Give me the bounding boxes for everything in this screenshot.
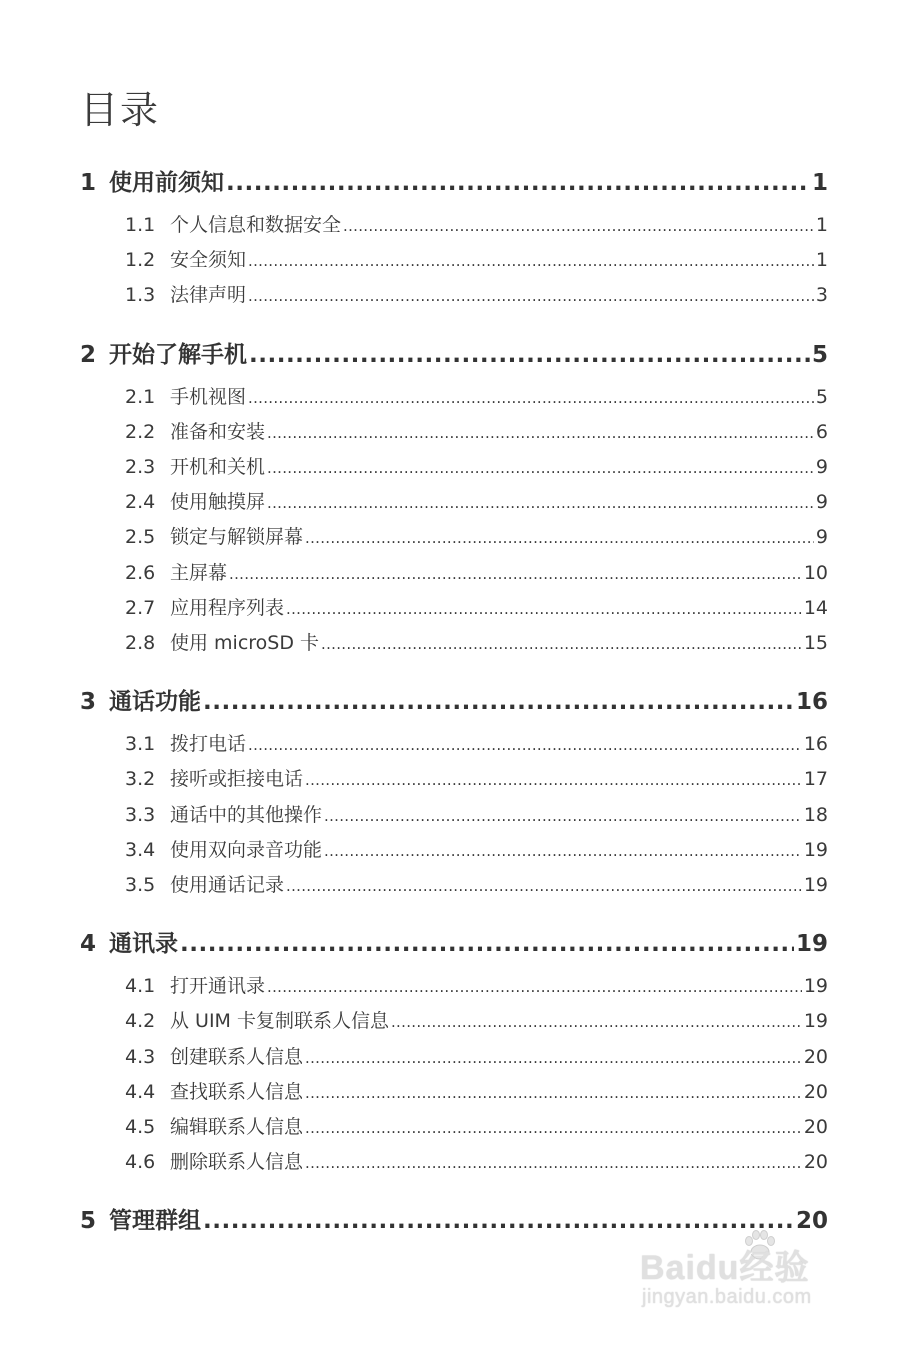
toc-entry-page-number: 1 (815, 214, 828, 236)
toc-entry-title: 通讯录 (109, 931, 178, 958)
toc-entry-page-number: 5 (811, 341, 828, 368)
toc-entry-title: 使用通话记录 (170, 874, 285, 896)
toc-entry-page-number: 18 (803, 803, 828, 826)
toc-entry-number: 1.3 (125, 284, 156, 307)
toc-entry-title: 编辑联系人信息 (170, 1116, 304, 1138)
toc-dot-leader (180, 927, 794, 961)
toc-entry-title: 法律声明 (170, 284, 247, 307)
toc-chapter-entry[interactable] (80, 685, 828, 719)
toc-entry-number: 2.6 (125, 561, 156, 584)
toc-entry-number: 1 (80, 170, 97, 196)
toc-entry-page-number: 1 (815, 249, 828, 272)
toc-entry-number: 1.1 (125, 214, 156, 236)
toc-entry-page-number: 19 (803, 1010, 828, 1033)
toc-section-entry[interactable] (125, 522, 828, 552)
toc-section-entry[interactable] (125, 1077, 828, 1107)
toc-dot-leader (286, 594, 802, 623)
toc-dot-leader (305, 1043, 802, 1072)
toc-dot-leader (324, 801, 802, 830)
toc-entry-page-number: 6 (815, 420, 828, 443)
toc-entry-page-number: 1 (811, 170, 828, 196)
toc-entry-title: 通话功能 (109, 689, 201, 716)
page-title: 目录 (80, 88, 161, 132)
watermark-url: jingyan.baidu.com (642, 1286, 812, 1308)
toc-entry-page-number: 19 (803, 975, 828, 998)
toc-chapter-entry[interactable] (80, 338, 828, 372)
toc-entry-number: 3.3 (125, 803, 156, 826)
toc-chapter-entry[interactable] (80, 1204, 828, 1238)
toc-entry-title: 拨打电话 (170, 733, 247, 756)
toc-entry-number: 4.5 (125, 1116, 156, 1138)
toc-dot-leader (248, 281, 814, 310)
toc-entry-page-number: 20 (803, 1080, 828, 1103)
toc-entry-page-number: 20 (795, 1208, 828, 1235)
toc-entry-number: 2.4 (125, 491, 156, 514)
toc-section-entry[interactable] (125, 245, 828, 275)
toc-dot-leader (203, 685, 794, 719)
toc-dot-leader (267, 418, 814, 447)
toc-dot-leader (203, 1204, 794, 1238)
toc-entry-page-number: 20 (803, 1116, 828, 1138)
toc-entry-title: 查找联系人信息 (170, 1080, 304, 1103)
toc-section-entry[interactable] (125, 1147, 828, 1177)
toc-section-entry[interactable] (125, 835, 828, 865)
toc-section-entry[interactable] (125, 280, 828, 310)
toc-dot-leader (286, 871, 802, 900)
toc-dot-leader (249, 338, 810, 372)
toc-section-entry[interactable] (125, 417, 828, 447)
toc-dot-leader (305, 523, 814, 552)
toc-entry-title: 从 UIM 卡复制联系人信息 (170, 1010, 389, 1033)
toc-section-entry[interactable] (125, 1112, 828, 1142)
toc-section-entry[interactable] (125, 729, 828, 759)
toc-entry-title: 接听或拒接电话 (170, 768, 304, 791)
toc-entry-number: 2.7 (125, 596, 156, 619)
toc-dot-leader (305, 765, 802, 794)
toc-entry-page-number: 10 (803, 561, 828, 584)
toc-section-entry[interactable] (125, 452, 828, 482)
toc-entry-title: 使用双向录音功能 (170, 838, 323, 861)
toc-entry-number: 3.5 (125, 874, 156, 896)
toc-entry-number: 4.6 (125, 1151, 156, 1174)
toc-entry-number: 3.1 (125, 733, 156, 756)
toc-entry-title: 安全须知 (170, 249, 247, 272)
toc-dot-leader (305, 1113, 802, 1142)
toc-dot-leader (343, 211, 814, 240)
toc-entry-title: 应用程序列表 (170, 596, 285, 619)
toc-entry-page-number: 9 (815, 526, 828, 549)
toc-dot-leader (248, 383, 814, 412)
toc-section-entry[interactable] (125, 971, 828, 1001)
toc-entry-number: 3 (80, 689, 97, 716)
toc-entry-number: 4.4 (125, 1080, 156, 1103)
toc-entry-number: 2.2 (125, 420, 156, 443)
toc-entry-page-number: 15 (803, 632, 828, 654)
toc-entry-title: 使用 microSD 卡 (170, 632, 320, 654)
toc-section-entry[interactable] (125, 764, 828, 794)
toc-entry-title: 个人信息和数据安全 (170, 214, 342, 236)
toc-entry-number: 4.2 (125, 1010, 156, 1033)
toc-section-entry[interactable] (125, 800, 828, 830)
watermark-logo: Baidu经验 (640, 1249, 810, 1287)
toc-section-entry[interactable] (125, 487, 828, 517)
toc-chapter-entry[interactable] (80, 927, 828, 961)
toc-chapter-entry[interactable] (80, 166, 828, 200)
toc-entry-title: 使用触摸屏 (170, 491, 266, 514)
toc-entry-page-number: 17 (803, 768, 828, 791)
toc-section-entry[interactable] (125, 870, 828, 900)
toc-dot-leader (248, 246, 814, 275)
toc-entry-page-number: 9 (815, 491, 828, 514)
toc-entry-title: 准备和安装 (170, 420, 266, 443)
toc-entry-number: 3.2 (125, 768, 156, 791)
toc-entry-number: 1.2 (125, 249, 156, 272)
toc-entry-page-number: 3 (815, 284, 828, 307)
toc-entry-number: 2 (80, 341, 97, 368)
toc-entry-number: 2.1 (125, 385, 156, 408)
toc-entry-number: 2.3 (125, 456, 156, 478)
toc-entry-page-number: 19 (803, 838, 828, 861)
toc-dot-leader (305, 1078, 802, 1107)
toc-entry-page-number: 19 (803, 874, 828, 896)
toc-section-entry[interactable] (125, 628, 828, 658)
toc-entry-page-number: 14 (803, 596, 828, 619)
toc-entry-title: 打开通讯录 (170, 975, 266, 998)
toc-entry-title: 通话中的其他操作 (170, 803, 323, 826)
toc-dot-leader (305, 1148, 802, 1177)
toc-entry-title: 使用前须知 (109, 170, 224, 196)
toc-entry-title: 创建联系人信息 (170, 1045, 304, 1068)
toc-entry-title: 锁定与解锁屏幕 (170, 526, 304, 549)
toc-section-entry[interactable] (125, 1042, 828, 1072)
toc-entry-number: 2.8 (125, 632, 156, 654)
toc-entry-title: 管理群组 (109, 1208, 201, 1235)
toc-entry-number: 4.1 (125, 975, 156, 998)
toc-section-entry[interactable] (125, 558, 828, 588)
toc-entry-number: 4 (80, 931, 97, 958)
toc-entry-page-number: 5 (815, 385, 828, 408)
toc-entry-page-number: 16 (803, 733, 828, 756)
toc-entry-page-number: 19 (795, 931, 828, 958)
toc-entry-page-number: 20 (803, 1045, 828, 1068)
toc-entry-page-number: 20 (803, 1151, 828, 1174)
toc-entry-number: 3.4 (125, 838, 156, 861)
toc-entry-title: 手机视图 (170, 385, 247, 408)
toc-section-entry[interactable] (125, 382, 828, 412)
toc-entry-title: 主屏幕 (170, 561, 228, 584)
toc-section-entry[interactable] (125, 593, 828, 623)
toc-dot-leader (321, 629, 802, 658)
toc-section-entry[interactable] (125, 210, 828, 240)
toc-dot-leader (267, 488, 814, 517)
toc-entry-page-number: 9 (815, 456, 828, 478)
toc-entry-title: 开始了解手机 (109, 341, 247, 368)
toc-entry-number: 4.3 (125, 1045, 156, 1068)
toc-entry-number: 5 (80, 1208, 97, 1235)
toc-dot-leader (324, 836, 802, 865)
toc-dot-leader (248, 730, 802, 759)
baidu-jingyan-watermark (640, 1240, 850, 1320)
toc-entry-title: 删除联系人信息 (170, 1151, 304, 1174)
toc-dot-leader (267, 453, 814, 482)
toc-entry-title: 开机和关机 (170, 456, 266, 478)
toc-dot-leader (229, 559, 802, 588)
toc-dot-leader (391, 1007, 802, 1036)
toc-section-entry[interactable] (125, 1006, 828, 1036)
toc-dot-leader (267, 972, 802, 1001)
toc-entry-number: 2.5 (125, 526, 156, 549)
toc-dot-leader (226, 166, 810, 200)
toc-entry-page-number: 16 (795, 689, 828, 716)
